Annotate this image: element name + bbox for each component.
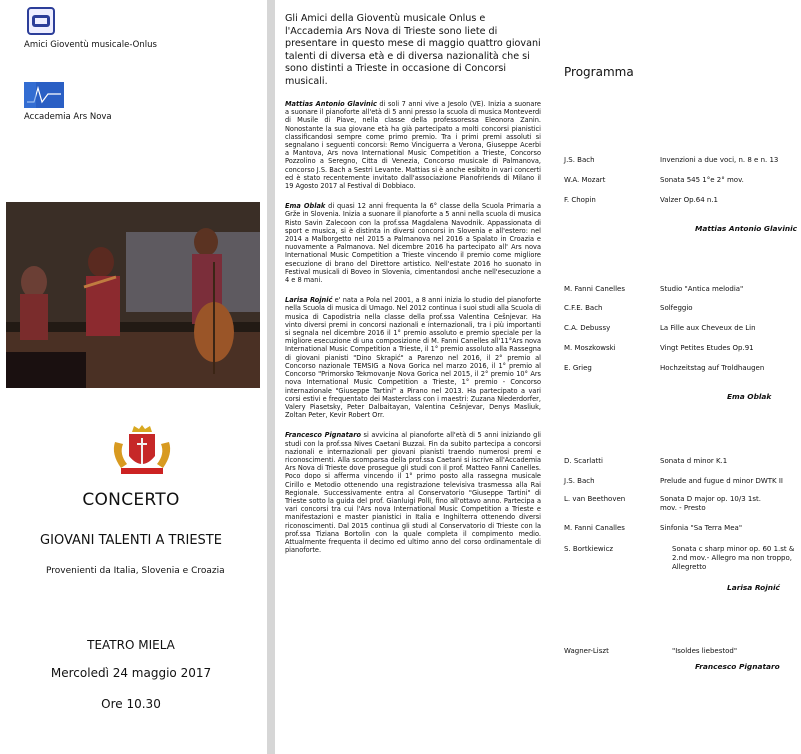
composer: C.F.E. Bach — [564, 304, 603, 312]
composer: J.S. Bach — [564, 477, 595, 485]
performer-name: Mattias Antonio Glavinic — [695, 224, 798, 233]
ars-nova-logo-icon — [24, 82, 64, 108]
program-column — [555, 0, 801, 754]
origin-text: Provenienti da Italia, Slovenia e Croazia — [46, 566, 225, 576]
performer-name: Francesco Pignataro — [695, 662, 780, 671]
performer-name: Ema Oblak — [727, 392, 772, 401]
biographies-column — [283, 0, 541, 754]
program-title: Programma — [564, 65, 634, 79]
composer: M. Moszkowski — [564, 344, 616, 352]
bio-name: Ema Oblak — [285, 202, 326, 211]
bio-rojnic — [285, 296, 541, 419]
composer: S. Bortkiewicz — [564, 545, 614, 553]
work: "Isoldes liebestod" — [672, 647, 738, 655]
work: Sonata D major op. 10/3 1st. mov. - Presto — [660, 495, 761, 512]
composer: C.A. Debussy — [564, 324, 611, 332]
bio-pignataro — [285, 431, 541, 554]
work: Sonata 545 1°e 2° mov. — [660, 176, 744, 184]
composer: M. Fanni Canelles — [564, 285, 625, 293]
work: Sinfonia "Sa Terra Mea" — [660, 524, 743, 532]
bio-text: e' nata a Pola nel 2001, a 8 anni inizia lo studio del pianoforte nella Scuola di musica di Umago. Nel 2012 continua i suoi studi alla Scuola di musica di Capodistria nella classe della prof.ssa Valentina Cešnjevar. Ha vinto diversi premi in concorsi nazionali e internazionali, tra i più importanti si segnala nel dicembre 2016 il 1° premio assoluto e premio speciale per la migliore esecuzione di una composizione di M. Fanni Canelles all'11°Ars nova International Music Competition a Trieste, il 1° premio assoluto alla Rassegna di giovani pianisti "Dino Skrapić" a Parenzo nel 2016, il 2° premio al Concorso nazionale TEMSIG a Nova Gorica nel marzo 2016, il 1° premio al Concorso "Primorsko Tekmovanje Nova Gorica nel 2015, il 2° premio 10° Ars nova International Music Competition a Trieste, 1° premio - Concorso internazionale "Giuseppe Tartini" a Pirano nel 2013. Ha partecipato a vari corsi estivi e frequentato dei Masterclass con i maestri: Zuzana Niederdorfer, Valery Piasetsky, Peter Dalbaitayan, Valentina Cešnjevar, Denys Masliuk, Zoltan Peter, Kevir Robert Orr. — [285, 296, 541, 420]
bio-name: Larisa Rojnić — [285, 296, 333, 305]
work: Vingt Petites Etudes Op.91 — [660, 344, 754, 352]
org-ars-nova-label: Accademia Ars Nova — [24, 112, 112, 122]
work: La Fille aux Cheveux de Lin — [660, 324, 756, 332]
trieste-crest-icon — [107, 424, 177, 476]
composer: L. van Beethoven — [564, 495, 626, 503]
bio-name: Francesco Pignataro — [285, 431, 362, 440]
composer: M. Fanni Canalles — [564, 524, 625, 532]
work: Valzer Op.64 n.1 — [660, 196, 718, 204]
date-text: Mercoledì 24 maggio 2017 — [50, 666, 212, 680]
work: Hochzeitstag auf Troldhaugen — [660, 364, 765, 372]
work: Solfeggio — [660, 304, 693, 312]
composer: J.S. Bach — [564, 156, 595, 164]
composer: F. Chopin — [564, 196, 596, 204]
composer: E. Grieg — [564, 364, 592, 372]
concert-photo — [6, 202, 260, 388]
amici-logo-icon — [27, 7, 55, 35]
work: Invenzioni a due voci, n. 8 e n. 13 — [660, 156, 779, 164]
venue-text: TEATRO MIELA — [87, 638, 175, 652]
bio-text: di quasi 12 anni frequenta la 6° classe della Scuola Primaria a Grže in Slovenia. Inizia a suonare il pianoforte a 5 anni nella scuola di musica Risto Savin Zalecoon con la prof.ssa Magdalena Navodnik. Appassionata di sport e musica, si è distinta in diversi concorsi in Slovenia e all'estero: nel 2014 a Malborgetto nel 2015 a Palmanova nel 2016 a Spalato in Croazia e nuovamente a Palmanova. Nel dicembre 2016 ha partecipato all' Ars nova International Music Competition a Trieste vincendo il premio come migliore esecuzione di brano del Direttore artistico. Nell'estate 2016 ho suonato in Festival musicali di Boveo in Slovenia, cimentandosi anche nell'esecuzione a 4 e 8 mani. — [285, 202, 541, 285]
work: Sonata c sharp minor op. 60 1.st & 2.nd mov.- Allegro ma non troppo, Allegretto — [672, 545, 795, 571]
concert-title: CONCERTO — [82, 490, 180, 510]
work: Studio "Antica melodia" — [660, 285, 744, 293]
composer: D. Scarlatti — [564, 457, 603, 465]
performer-name: Larisa Rojnić — [727, 583, 780, 592]
time-text: Ore 10.30 — [101, 697, 161, 711]
bio-text: si avvicina al pianoforte all'età di 5 anni iniziando gli studi con la prof.ssa Nives Caetani Buzzai. Fin da subito partecipa a concorsi nazionali e internazionali per giovani pianisti traendo numerosi premi e riconoscimenti. Alla scomparsa della prof.ssa Caetani si iscrive all'Accademia Ars Nova di Trieste dove prosegue gli studi con il prof. Matteo Fanni Canelles. Poco dopo si afferma vincendo il 1° primo posto alla rassegna musicale Cirillo e Metodio ottenendo una registrazione televisiva trasmessa alla Rai Regionale. Successivamente entra al Conservatorio "Giuseppe Tartini" di Trieste sotto la guida del prof. Gianluigi Polli, fino all'ottavo anno. Partecipa a vari concorsi tra cui l'Ars nova International Music Competition a Trieste e manifestazioni e master pianistici in Italia e Inghilterra ottenendo diversi riconoscimenti. Dal 2015 continua gli studi al Conservatorio di Trieste con la prof.ssa Tiziana Bortolin con la quale completa il compimento medio. Attualmente frequenta il decimo ed ultimo anno del corso ordinamentale di pianoforte. — [285, 431, 541, 555]
column-divider — [267, 0, 275, 754]
work: Sonata d minor K.1 — [660, 457, 728, 465]
composer: W.A. Mozart — [564, 176, 606, 184]
intro-text: Gli Amici della Gioventù musicale Onlus e l'Accademia Ars Nova di Trieste sono liete di presentare in questo mese di maggio quattro giovani talenti di diversa età e di diversa nazionalità che si sono distinti a Trieste in occasione di Concorsi musicali. — [285, 13, 541, 87]
cover-column — [0, 0, 262, 754]
bio-glavinic — [285, 100, 541, 190]
concert-subtitle: GIOVANI TALENTI A TRIESTE — [40, 533, 222, 548]
work: Prelude and fugue d minor DWTK II — [660, 477, 783, 485]
bio-text: di soli 7 anni vive a Jesolo (VE). Inizia a suonare a suonare il pianoforte all'età di 5 anni presso la scuola di musica Monteverdi di Musile di Piave, nella classe della professoressa Eleonora Zanin. Nonostante la sua giovane età ha già partecipato a molti concorsi pianistici classificandosi sempre come primo premio. Tra i primi premi assoluti si segnalano i seguenti concorsi: Remo Vinciguerra a Verona, Giuseppe Acerbi a Mantova, Ars nova International Music Competition a Trieste, Concorso Pozzolino a Seregno, Citta di Venezia, Concorso musicale di Palmanova, concorso J.S. Bach a Sestri Levante. Mattias si è anche esibito in vari concerti ed è stato recentemente invitato dall'associazione Pianofriends di Milano il 19 Agosto 2017 al Festival di Dobbiaco. — [285, 100, 541, 191]
org-amici-label: Amici Gioventù musicale-Onlus — [24, 40, 157, 50]
bio-name: Mattias Antonio Glavinic — [285, 100, 377, 108]
composer: Wagner-Liszt — [564, 647, 609, 655]
bio-oblak — [285, 202, 541, 284]
